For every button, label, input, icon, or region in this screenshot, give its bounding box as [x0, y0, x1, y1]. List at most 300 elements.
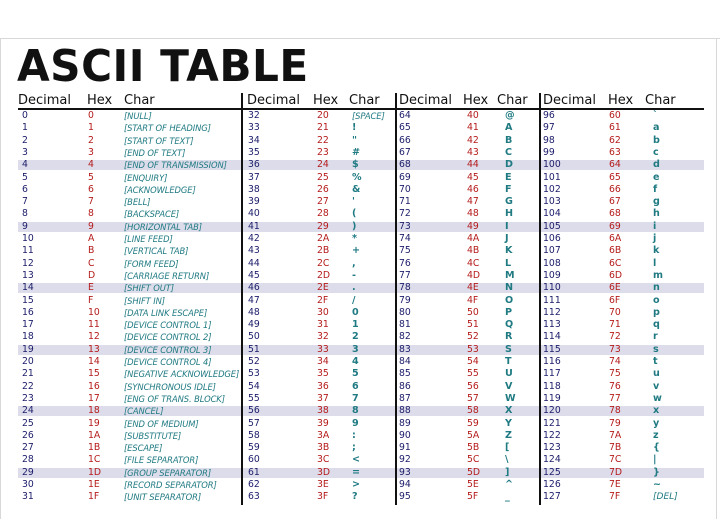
char-cell: o	[653, 294, 660, 306]
table-row	[397, 393, 541, 405]
char-cell: [FORM FEED]	[124, 258, 179, 269]
char-cell: `	[653, 110, 658, 121]
decimal-cell: 70	[399, 183, 411, 195]
table-row	[541, 467, 704, 479]
char-cell: [SUBSTITUTE]	[124, 430, 182, 441]
hex-cell: 29	[317, 220, 329, 232]
table-row	[397, 381, 541, 393]
frame-right-border	[716, 38, 717, 519]
table-row	[541, 307, 704, 319]
char-cell: [GROUP SEPARATOR]	[124, 467, 212, 478]
hex-cell: 2A	[317, 233, 330, 244]
char-cell: V	[505, 380, 513, 392]
hex-cell: 24	[317, 159, 329, 171]
hex-cell: 47	[467, 196, 479, 208]
hex-cell: 3A	[317, 429, 330, 441]
table-row	[243, 418, 397, 430]
table-row	[243, 307, 397, 319]
char-cell: [LINE FEED]	[124, 234, 173, 244]
char-cell: "	[352, 134, 357, 146]
table-row	[397, 454, 541, 466]
char-cell: [RECORD SEPARATOR]	[124, 480, 217, 490]
table-row	[18, 147, 243, 159]
hex-cell: 5F	[467, 491, 479, 503]
decimal-cell: 2	[22, 134, 28, 146]
char-cell: -	[352, 269, 356, 281]
hex-cell: 39	[317, 417, 329, 429]
header-hex: Hex	[87, 93, 113, 108]
decimal-cell: 73	[399, 220, 411, 232]
hex-cell: 76	[609, 380, 621, 392]
table-row	[541, 147, 704, 159]
table-row	[243, 454, 397, 466]
hex-cell: 5A	[467, 429, 480, 441]
char-cell: 0	[352, 306, 359, 318]
decimal-cell: 21	[22, 368, 34, 380]
decimal-cell: 103	[543, 196, 561, 208]
table-row	[18, 196, 243, 208]
hex-cell: 26	[317, 183, 329, 195]
decimal-cell: 69	[399, 171, 411, 183]
hex-cell: 5E	[467, 479, 479, 490]
table-row	[18, 135, 243, 147]
char-cell: G	[505, 196, 513, 208]
table-row	[18, 270, 243, 282]
hex-cell: 4F	[467, 294, 479, 306]
hex-cell: 37	[317, 392, 329, 404]
char-cell: [NULL]	[124, 111, 152, 121]
table-row	[541, 418, 704, 430]
char-cell: I	[505, 220, 509, 232]
hex-cell: 70	[609, 306, 621, 318]
ascii-group-3	[397, 92, 541, 505]
char-cell: Y	[505, 417, 512, 429]
char-cell: D	[505, 159, 513, 171]
table-row	[18, 344, 243, 356]
table-row	[243, 172, 397, 184]
hex-cell: 60	[609, 110, 621, 121]
char-cell: l	[653, 257, 657, 269]
table-row	[541, 442, 704, 454]
hex-cell: 40	[467, 110, 479, 121]
hex-cell: 27	[317, 196, 329, 208]
table-row	[243, 479, 397, 491]
table-row	[18, 430, 243, 442]
char-cell: 9	[352, 417, 359, 429]
char-cell: N	[505, 282, 514, 294]
char-cell: F	[505, 183, 512, 195]
decimal-cell: 43	[248, 245, 260, 257]
char-cell: ^	[505, 479, 514, 490]
hex-cell: 4C	[467, 257, 480, 269]
table-row	[397, 442, 541, 454]
char-cell: '	[352, 196, 355, 208]
char-cell: =	[352, 466, 361, 478]
decimal-cell: 22	[22, 380, 34, 392]
char-cell: T	[505, 356, 512, 367]
decimal-cell: 27	[22, 442, 34, 454]
table-row	[397, 479, 541, 491]
hex-cell: 25	[317, 171, 329, 183]
table-row	[397, 418, 541, 430]
table-row	[18, 122, 243, 134]
char-cell: [ESCAPE]	[124, 443, 163, 454]
decimal-cell: 117	[543, 368, 561, 380]
table-row	[18, 258, 243, 270]
table-row	[243, 331, 397, 343]
table-row	[243, 491, 397, 503]
char-cell: ~	[653, 479, 662, 490]
hex-cell: 4B	[467, 245, 480, 257]
char-cell: &	[352, 183, 361, 195]
table-row	[397, 110, 541, 122]
char-cell: [BACKSPACE]	[124, 209, 180, 220]
hex-cell: 7A	[609, 429, 622, 441]
char-cell: @	[505, 110, 515, 121]
char-cell: y	[653, 417, 660, 429]
decimal-cell: 61	[248, 466, 260, 478]
table-row	[541, 233, 704, 245]
decimal-cell: 102	[543, 183, 561, 195]
decimal-cell: 16	[22, 306, 34, 318]
hex-cell: 32	[317, 331, 329, 343]
hex-cell: 3D	[317, 466, 331, 478]
decimal-cell: 114	[543, 331, 561, 343]
hex-cell: 3	[88, 146, 94, 158]
hex-cell: 7F	[609, 491, 621, 503]
hex-cell: 1	[88, 122, 94, 134]
hex-cell: 6	[88, 183, 94, 195]
page-title: ASCII TABLE	[17, 41, 309, 92]
hex-cell: 38	[317, 405, 329, 417]
table-row	[243, 159, 397, 171]
decimal-cell: 74	[399, 233, 411, 244]
decimal-cell: 96	[543, 110, 555, 121]
decimal-cell: 52	[248, 356, 260, 367]
char-cell: 2	[352, 331, 359, 343]
char-cell: [DEVICE CONTROL 3]	[124, 344, 212, 355]
table-row	[18, 405, 243, 417]
decimal-cell: 110	[543, 282, 561, 294]
hex-cell: 0	[88, 110, 94, 121]
hex-cell: 72	[609, 331, 621, 343]
decimal-cell: 119	[543, 392, 561, 404]
decimal-cell: 17	[22, 319, 34, 331]
table-row	[243, 442, 397, 454]
hex-cell: 6F	[609, 294, 621, 306]
char-cell: h	[653, 208, 660, 220]
table-row	[397, 196, 541, 208]
header-decimal: Decimal	[543, 93, 597, 108]
char-cell: [NEGATIVE ACKNOWLEDGE]	[124, 369, 240, 380]
char-cell: 4	[352, 356, 359, 367]
hex-cell: E	[88, 282, 94, 294]
char-cell: a	[653, 122, 660, 134]
decimal-cell: 29	[22, 466, 34, 478]
hex-cell: 46	[467, 183, 479, 195]
header-char: Char	[124, 93, 155, 108]
decimal-cell: 75	[399, 245, 411, 257]
decimal-cell: 18	[22, 331, 34, 343]
table-row	[243, 110, 397, 122]
decimal-cell: 87	[399, 392, 411, 404]
hex-cell: 14	[88, 356, 100, 367]
char-cell: 1	[352, 319, 359, 331]
char-cell: z	[653, 429, 659, 441]
hex-cell: 42	[467, 134, 479, 146]
hex-cell: 23	[317, 146, 329, 158]
table-row	[397, 491, 541, 503]
table-row	[18, 454, 243, 466]
char-cell: [ENQUIRY]	[124, 172, 168, 183]
table-row	[18, 172, 243, 184]
table-row	[243, 356, 397, 368]
table-row	[18, 491, 243, 503]
hex-cell: 48	[467, 208, 479, 220]
char-cell: /	[352, 294, 356, 306]
table-row	[397, 208, 541, 220]
hex-cell: 71	[609, 319, 621, 331]
decimal-cell: 101	[543, 171, 561, 183]
hex-cell: 6A	[609, 233, 622, 244]
decimal-cell: 72	[399, 208, 411, 220]
hex-cell: 6D	[609, 269, 623, 281]
hex-cell: 34	[317, 356, 329, 367]
decimal-cell: 12	[22, 257, 34, 269]
table-row	[397, 307, 541, 319]
hex-cell: 1D	[88, 466, 102, 478]
table-row	[397, 184, 541, 196]
hex-cell: 18	[88, 405, 100, 417]
char-cell: [ENG OF TRANS. BLOCK]	[124, 393, 225, 404]
table-row	[397, 221, 541, 233]
hex-cell: 3E	[317, 479, 329, 490]
table-row	[243, 196, 397, 208]
decimal-cell: 15	[22, 294, 34, 306]
decimal-cell: 90	[399, 429, 411, 441]
decimal-cell: 40	[248, 208, 260, 220]
hex-cell: 1F	[88, 491, 100, 503]
decimal-cell: 13	[22, 269, 34, 281]
table-row	[18, 245, 243, 257]
hex-cell: 7E	[609, 479, 621, 490]
decimal-cell: 64	[399, 110, 411, 121]
hex-cell: 1C	[88, 454, 101, 466]
hex-cell: 2B	[317, 245, 330, 257]
hex-cell: 74	[609, 356, 621, 367]
decimal-cell: 83	[399, 343, 411, 355]
decimal-cell: 24	[22, 405, 34, 417]
table-row	[243, 208, 397, 220]
decimal-cell: 32	[248, 110, 260, 121]
decimal-cell: 116	[543, 356, 561, 367]
ascii-table	[18, 92, 704, 505]
char-cell: B	[505, 134, 513, 146]
hex-cell: C	[88, 257, 95, 269]
decimal-cell: 20	[22, 356, 34, 367]
decimal-cell: 88	[399, 405, 411, 417]
decimal-cell: 84	[399, 356, 411, 367]
table-row	[541, 258, 704, 270]
header-decimal: Decimal	[399, 93, 453, 108]
table-row	[397, 356, 541, 368]
hex-cell: 6E	[609, 282, 621, 294]
decimal-cell: 98	[543, 134, 555, 146]
table-row	[397, 159, 541, 171]
decimal-cell: 9	[22, 220, 28, 232]
decimal-cell: 77	[399, 269, 411, 281]
decimal-cell: 8	[22, 208, 28, 220]
decimal-cell: 19	[22, 343, 34, 355]
table-row	[18, 159, 243, 171]
char-cell: %	[352, 171, 362, 183]
decimal-cell: 23	[22, 392, 34, 404]
char-cell: [SYNCHRONOUS IDLE]	[124, 381, 216, 392]
decimal-cell: 38	[248, 183, 260, 195]
table-row	[397, 467, 541, 479]
hex-cell: 36	[317, 380, 329, 392]
char-cell: [END OF TRANSMISSION]	[124, 160, 227, 171]
char-cell: [START OF TEXT]	[124, 135, 194, 146]
hex-cell: 20	[317, 110, 329, 121]
table-row	[397, 135, 541, 147]
hex-cell: 57	[467, 392, 479, 404]
char-cell: H	[505, 208, 514, 220]
char-cell: [DATA LINK ESCAPE]	[124, 307, 208, 318]
header-char: Char	[497, 93, 528, 108]
table-row	[397, 122, 541, 134]
hex-cell: 1A	[88, 429, 101, 441]
char-cell: 6	[352, 380, 359, 392]
char-cell: P	[505, 306, 513, 318]
char-cell: +	[352, 245, 361, 257]
char-cell: (	[352, 208, 357, 220]
hex-cell: 75	[609, 368, 621, 380]
decimal-cell: 58	[248, 429, 260, 441]
char-cell: *	[352, 233, 358, 244]
table-row	[18, 479, 243, 491]
decimal-cell: 67	[399, 146, 411, 158]
table-row	[18, 184, 243, 196]
table-row	[243, 258, 397, 270]
char-cell: >	[352, 479, 361, 490]
char-cell: [DEVICE CONTROL 2]	[124, 332, 212, 343]
hex-cell: 3F	[317, 491, 329, 503]
table-row	[397, 270, 541, 282]
hex-cell: 1B	[88, 442, 101, 454]
decimal-cell: 47	[248, 294, 260, 306]
decimal-cell: 108	[543, 257, 561, 269]
char-cell: Z	[505, 429, 512, 441]
char-cell: S	[505, 343, 512, 355]
decimal-cell: 36	[248, 159, 260, 171]
hex-cell: 69	[609, 220, 621, 232]
char-cell: A	[505, 122, 513, 134]
decimal-cell: 122	[543, 429, 561, 441]
table-row	[243, 135, 397, 147]
table-row	[243, 184, 397, 196]
table-row	[541, 331, 704, 343]
table-row	[541, 491, 704, 503]
hex-cell: 33	[317, 343, 329, 355]
table-row	[18, 393, 243, 405]
hex-cell: 3C	[317, 454, 330, 466]
decimal-cell: 107	[543, 245, 561, 257]
decimal-cell: 42	[248, 233, 260, 244]
table-row	[243, 319, 397, 331]
char-cell: X	[505, 405, 513, 417]
table-row	[397, 319, 541, 331]
char-cell: b	[653, 134, 660, 146]
table-row	[541, 196, 704, 208]
header-hex: Hex	[608, 93, 634, 108]
hex-cell: 10	[88, 306, 100, 318]
decimal-cell: 65	[399, 122, 411, 134]
table-row	[397, 147, 541, 159]
char-cell: [HORIZONTAL TAB]	[124, 221, 202, 232]
char-cell: p	[653, 306, 660, 318]
hex-cell: 9	[88, 220, 94, 232]
decimal-cell: 6	[22, 183, 28, 195]
char-cell: r	[653, 331, 658, 343]
hex-cell: 4E	[467, 282, 479, 294]
table-row	[243, 233, 397, 245]
char-cell: e	[653, 171, 660, 183]
hex-cell: 4D	[467, 269, 481, 281]
hex-cell: 63	[609, 146, 621, 158]
table-row	[243, 368, 397, 380]
hex-cell: 35	[317, 368, 329, 380]
table-row	[18, 307, 243, 319]
header-decimal: Decimal	[247, 93, 301, 108]
char-cell: [END OF TEXT]	[124, 147, 186, 158]
decimal-cell: 56	[248, 405, 260, 417]
char-cell: L	[505, 257, 512, 269]
decimal-cell: 78	[399, 282, 411, 294]
table-row	[541, 172, 704, 184]
decimal-cell: 118	[543, 380, 561, 392]
frame-top-border	[0, 38, 720, 39]
table-row	[397, 344, 541, 356]
hex-cell: 2E	[317, 282, 329, 294]
decimal-cell: 94	[399, 479, 411, 490]
char-cell: [UNIT SEPARATOR]	[124, 492, 202, 503]
decimal-cell: 97	[543, 122, 555, 134]
hex-cell: 64	[609, 159, 621, 171]
char-cell: i	[653, 220, 657, 232]
decimal-cell: 30	[22, 479, 34, 490]
char-cell: u	[653, 368, 660, 380]
decimal-cell: 59	[248, 442, 260, 454]
decimal-cell: 79	[399, 294, 411, 306]
table-row	[18, 319, 243, 331]
hex-cell: 7D	[609, 466, 623, 478]
decimal-cell: 124	[543, 454, 561, 466]
hex-cell: 66	[609, 183, 621, 195]
hex-cell: 3B	[317, 442, 330, 454]
hex-cell: 13	[88, 343, 100, 355]
char-cell: U	[505, 368, 513, 380]
decimal-cell: 82	[399, 331, 411, 343]
table-row	[541, 122, 704, 134]
char-cell: s	[653, 343, 659, 355]
char-cell: J	[505, 233, 509, 244]
hex-cell: 50	[467, 306, 479, 318]
table-row	[541, 110, 704, 122]
char-cell: \	[505, 454, 509, 466]
hex-cell: 2C	[317, 257, 330, 269]
char-cell: w	[653, 392, 662, 404]
